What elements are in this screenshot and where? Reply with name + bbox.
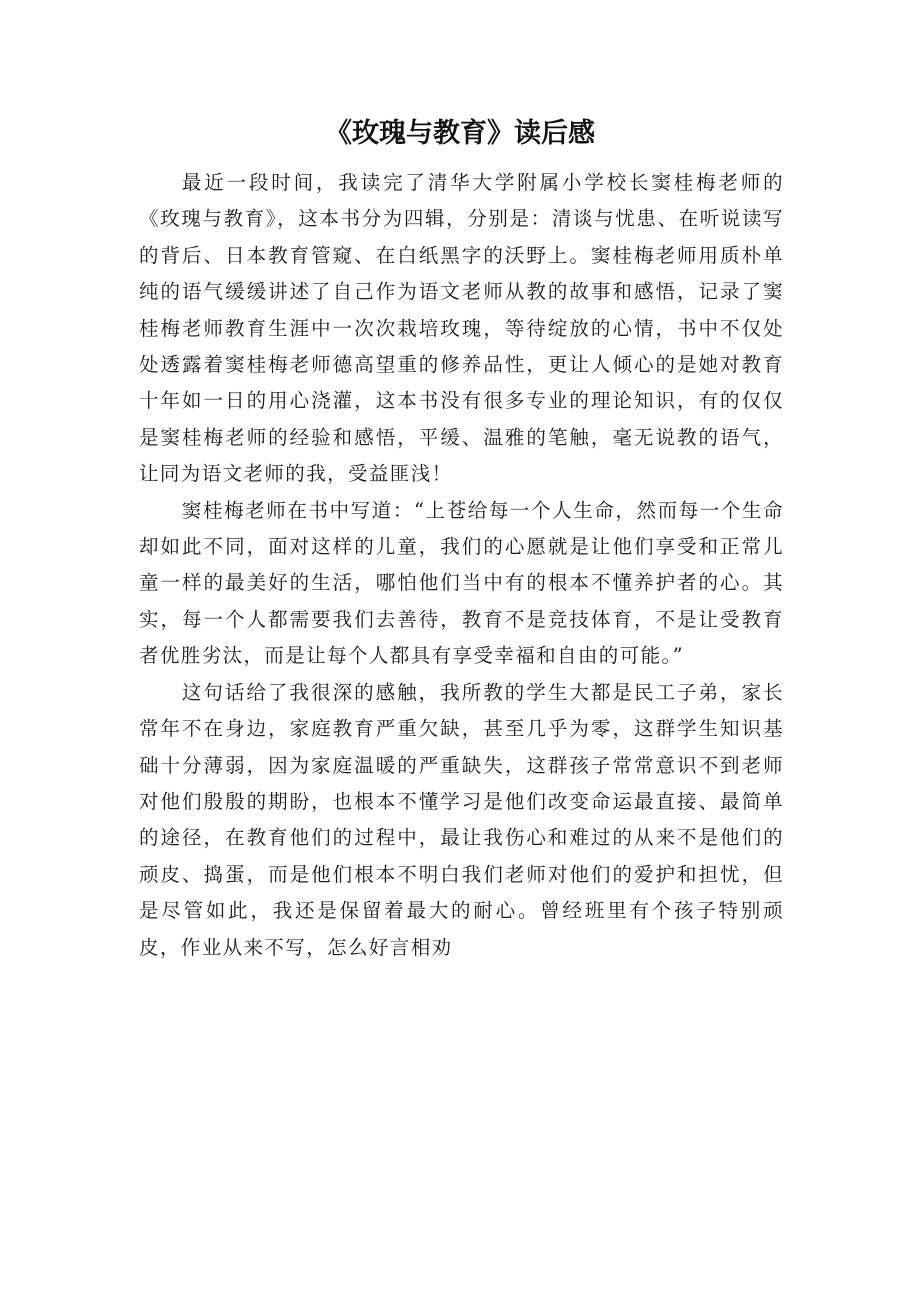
paragraph-2: 窦桂梅老师在书中写道：“上苍给每一个人生命，然而每一个生命却如此不同，面对这样的儿童，我们的心愿就是让他们享受和正常儿童一样的最美好的生活，哪怕他们当中有的根本不懂养护者的心。其实，每一个人都需要我们去善待，教育不是竞技体育，不是让受教育者优胜劣汰，而是让每个人都具有享受幸福和自由的可能。”	[139, 498, 784, 668]
document-title: 《玫瑰与教育》读后感	[325, 118, 595, 149]
document-body	[139, 165, 784, 966]
paragraph-3: 这句话给了我很深的感触，我所教的学生大都是民工子弟，家长常年不在身边，家庭教育严重欠缺，甚至几乎为零，这群学生知识基础十分薄弱，因为家庭温暖的严重缺失，这群孩子常常意识不到老师对他们殷殷的期盼，也根本不懂学习是他们改变命运最直接、最简单的途径，在教育他们的过程中，最让我伤心和难过的从来不是他们的顽皮、捣蛋，而是他们根本不明白我们老师对他们的爱护和担忧，但是尽管如此，我还是保留着最大的耐心。曾经班里有个孩子特别顽皮，作业从来不写，怎么好言相劝	[139, 680, 784, 959]
paragraph-1: 最近一段时间，我读完了清华大学附属小学校长窦桂梅老师的《玫瑰与教育》，这本书分为四辑，分别是：清谈与忧患、在听说读写的背后、日本教育管窥、在白纸黑字的沃野上。窦桂梅老师用质朴单纯的语气缓缓讲述了自己作为语文老师从教的故事和感悟，记录了窦桂梅老师教育生涯中一次次栽培玫瑰，等待绽放的心情，书中不仅处处透露着窦桂梅老师德高望重的修养品性，更让人倾心的是她对教育十年如一日的用心浇灌，这本书没有很多专业的理论知识，有的仅仅是窦桂梅老师的经验和感悟，平缓、温雅的笔触，毫无说教的语气，让同为语文老师的我，受益匪浅！	[139, 171, 784, 486]
